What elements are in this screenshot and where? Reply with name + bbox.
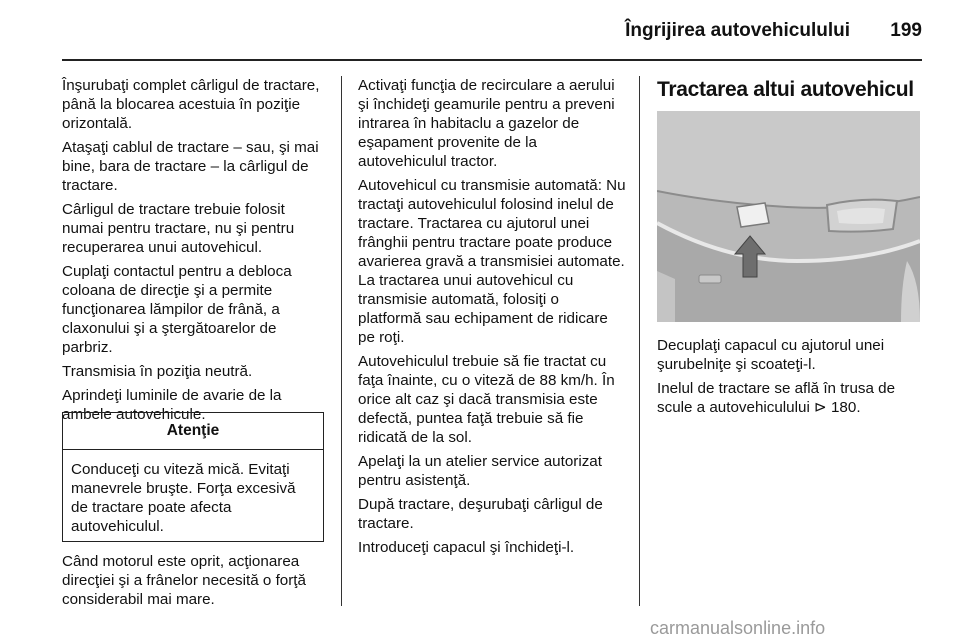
column-divider xyxy=(639,76,640,606)
paragraph: Autovehiculul trebuie să fie tractat cu faţa înainte, cu o viteză de 88 km/h. În orice alt caz şi dacă transmisia este defectă, puntea faţă trebuie să fie ridicată de la sol. xyxy=(358,353,615,446)
header-rule xyxy=(62,59,922,61)
paragraph: Decuplaţi capacul cu ajutorul unei şurubelniţe şi scoateţi-l. xyxy=(657,337,885,373)
paragraph: După tractare, deşurubaţi cârligul de tractare. xyxy=(358,496,603,532)
after-warning-paragraph: Când motorul este oprit, acţionarea direcţiei şi a frânelor necesită o forţă considerabil mai mare. xyxy=(62,553,306,608)
paragraph: Apelaţi la un atelier service autorizat pentru asistenţă. xyxy=(358,453,602,489)
watermark: carmanualsonline.info xyxy=(650,618,826,638)
paragraph: Activaţi funcţia de recirculare a aerului şi închideţi geamurile pentru a preveni intrarea în habitaclu a gazelor de eşapament provenite de la autovehiculul tractor. xyxy=(358,77,615,170)
warning-text: Conduceţi cu viteză mică. Evitaţi manevrele bruşte. Forţa excesivă de tractare poate afecta autovehiculul. xyxy=(71,461,296,535)
paragraph: Autovehicul cu transmisie automată: Nu tractaţi autovehiculul folosind inelul de tractare. Tractarea cu ajutorul unei frânghii pentru tractare poate produce avarierea gravă a transmisiei automate. La tractarea unui autovehicul cu transmisie automată, folosiţi o platformă sau echipament de ridicare pe roţi. xyxy=(358,177,626,346)
paragraph: Cuplaţi contactul pentru a debloca coloana de direcţie şi a permite funcţionarea lămpilor de frână, a claxonului şi a ştergătoarelor de parbriz. xyxy=(62,263,292,356)
section-title: Tractarea altui autovehicul xyxy=(657,78,914,101)
warning-box xyxy=(62,412,324,542)
paragraph: Aprindeţi luminile de avarie de la ambele autovehicule. xyxy=(62,387,282,423)
paragraph: Transmisia în poziţia neutră. xyxy=(62,363,253,380)
paragraph: Înşurubaţi complet cârligul de tractare, până la blocarea acestuia în poziţie orizontală. xyxy=(62,77,320,132)
bumper-illustration xyxy=(657,111,920,322)
paragraph: Inelul de tractare se află în trusa de scule a autovehiculului ⊳ 180. xyxy=(657,380,896,416)
column-2 xyxy=(358,76,626,562)
page-number: 199 xyxy=(890,20,922,41)
warning-title: Atenţie xyxy=(63,413,323,450)
column-divider xyxy=(341,76,342,606)
paragraph: Cârligul de tractare trebuie folosit numai pentru tractare, nu şi pentru recuperarea unui autovehicul. xyxy=(62,201,295,256)
header-title: Îngrijirea autovehiculului xyxy=(625,20,850,41)
paragraph: Introduceţi capacul şi închideţi-l. xyxy=(358,539,575,556)
paragraph: Ataşaţi cablul de tractare – sau, şi mai bine, bara de tractare – la cârligul de tractare. xyxy=(62,139,319,194)
tow-cover-figure xyxy=(657,111,920,322)
column-1 xyxy=(62,76,326,429)
column-3 xyxy=(657,336,923,422)
